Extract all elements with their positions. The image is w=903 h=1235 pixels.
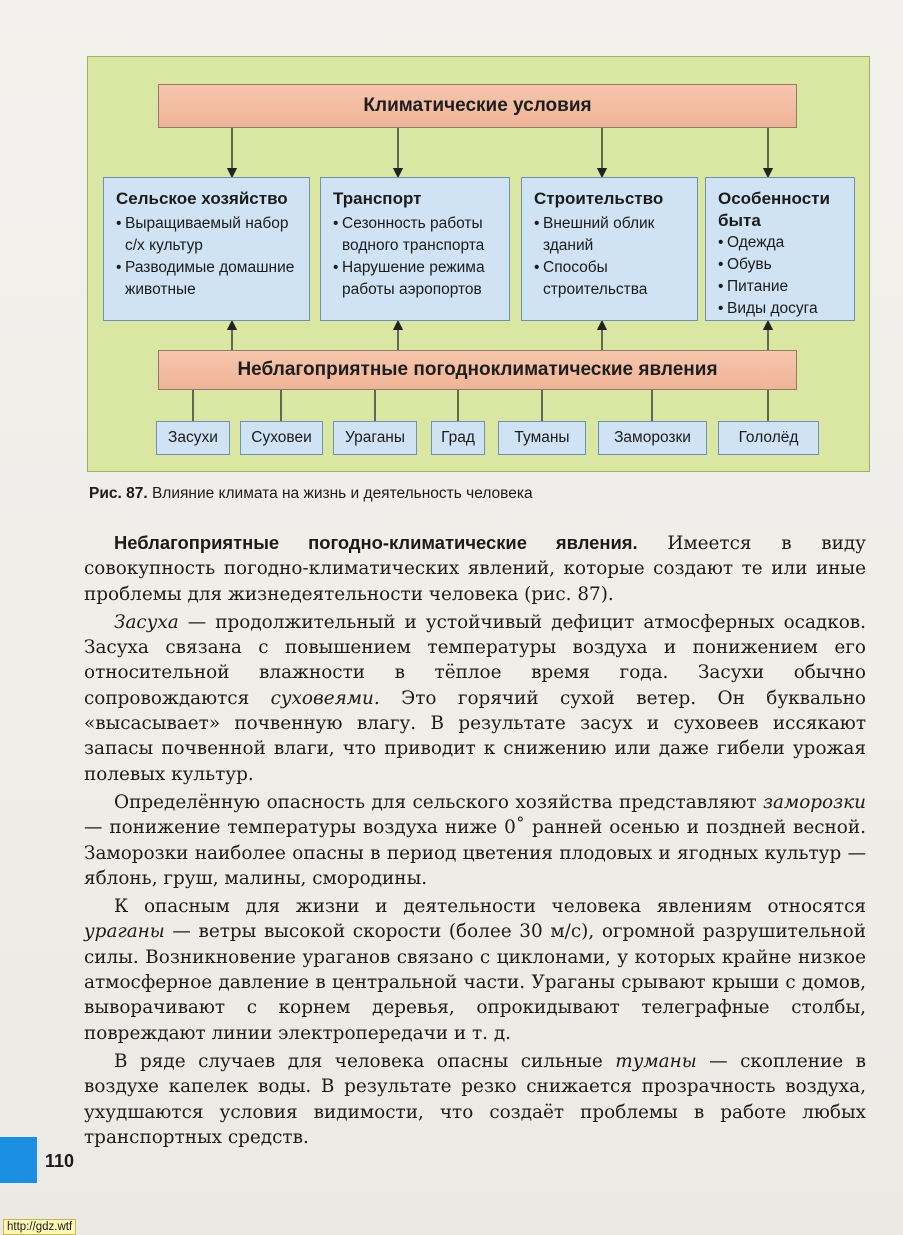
adverse-phenomena-label: Неблагоприятные погодноклиматические явления bbox=[237, 359, 718, 380]
page-tab bbox=[0, 1137, 37, 1183]
category-title: Сельское хозяйство bbox=[116, 189, 288, 208]
caption-text: Влияние климата на жизнь и деятельность человека bbox=[151, 485, 533, 502]
climate-conditions-box bbox=[158, 84, 797, 128]
climate-conditions-label: Климатические условия bbox=[363, 95, 592, 116]
phenomenon-box bbox=[498, 421, 586, 455]
paragraph-text: Это горячий сухой ветер. Он буквально «высасывает» почвенную влагу. В результате засух и суховеев иссякают запасы почвенной влаги, что приводит к снижению или даже гибели урожая полевых культур. bbox=[84, 687, 866, 785]
category-lifestyle bbox=[705, 177, 855, 321]
category-agriculture bbox=[103, 177, 310, 321]
category-item: • Способы строительства bbox=[534, 257, 687, 301]
category-item: • Внешний облик зданий bbox=[534, 213, 687, 257]
term: заморозки bbox=[762, 791, 866, 813]
phenomenon-label: Град bbox=[441, 429, 475, 446]
category-item: • Разводимые домашние животные bbox=[116, 257, 299, 301]
body-text bbox=[84, 530, 866, 1153]
phenomenon-label: Гололёд bbox=[738, 429, 799, 446]
phenomenon-label: Заморозки bbox=[614, 429, 691, 446]
category-construction bbox=[521, 177, 698, 321]
page-number: 110 bbox=[45, 1151, 75, 1171]
term: суховеями. bbox=[270, 687, 380, 709]
category-transport bbox=[320, 177, 510, 321]
paragraph-text: В ряде случаев для человека опасны сильные bbox=[114, 1050, 616, 1072]
term: Засуха bbox=[114, 611, 179, 633]
term: ураганы bbox=[84, 921, 165, 943]
paragraph-text: — ветры высокой скорости (более 30 м/с), огромной разрушительной силы. Возникновение ураганов связано с циклонами, у которых крайне низкое атмосферное давление в центральной части. Ураганы срывают крыши с домов, выворачивают с корнем деревья, опрокидывают телеграфные столбы, повреждают линии электропередачи и т. д. bbox=[84, 921, 866, 1044]
paragraph-text: Определённую опасность для сельского хозяйства представляют bbox=[114, 791, 763, 813]
term: туманы bbox=[615, 1050, 697, 1072]
phenomenon-label: Засухи bbox=[168, 429, 218, 446]
phenomenon-box bbox=[718, 421, 819, 455]
figure-caption bbox=[89, 485, 533, 503]
paragraph bbox=[84, 894, 866, 1046]
phenomenon-label: Туманы bbox=[514, 429, 570, 446]
paragraph-text: К опасным для жизни и деятельности человека явлениям относятся bbox=[114, 896, 866, 918]
section-heading: Неблагоприятные погодно-климатические явления. bbox=[114, 532, 638, 553]
phenomenon-box bbox=[240, 421, 323, 455]
phenomenon-box bbox=[333, 421, 417, 455]
category-title: Строительство bbox=[534, 189, 664, 208]
category-item: • Нарушение режима работы аэропортов bbox=[333, 257, 499, 301]
paragraph bbox=[84, 610, 866, 787]
category-item: • Одежда bbox=[718, 232, 844, 254]
paragraph bbox=[84, 530, 866, 607]
paragraph-text: — продолжительный и устойчивый дефицит атмосферных осадков. Засуха связана с повышением температуры воздуха и понижением его относительной влажности в тёплое время года. Засухи обычно сопровождаются bbox=[84, 611, 866, 709]
phenomenon-label: Суховеи bbox=[251, 429, 312, 446]
phenomenon-box bbox=[598, 421, 707, 455]
phenomenon-label: Ураганы bbox=[344, 429, 406, 446]
paragraph-text: Имеется в виду совокупность погодно-климатических явлений, которые создают те или иные проблемы для жизнедеятельности человека (рис. 87). bbox=[84, 533, 866, 605]
paragraph bbox=[84, 790, 866, 891]
paragraph bbox=[84, 1049, 866, 1150]
category-title: Транспорт bbox=[333, 189, 422, 208]
category-item: • Виды досуга bbox=[718, 298, 844, 320]
category-item: • Питание bbox=[718, 276, 844, 298]
paragraph-text: — скопление в воздухе капелек воды. В результате резко снижается прозрачность воздуха, ухудшаются условия видимости, что создаёт проблемы в работе любых транспортных средств. bbox=[84, 1050, 866, 1148]
adverse-phenomena-box bbox=[158, 350, 797, 390]
phenomenon-box bbox=[156, 421, 230, 455]
category-item: • Сезонность работы водного транспорта bbox=[333, 213, 499, 257]
category-item: • Обувь bbox=[718, 254, 844, 276]
watermark: http://gdz.wtf bbox=[3, 1219, 76, 1235]
caption-label: Рис. 87. bbox=[89, 485, 148, 502]
category-item: • Выращиваемый набор с/х культур bbox=[116, 213, 299, 257]
category-title: Особенности быта bbox=[718, 189, 830, 230]
paragraph-text: — понижение температуры воздуха ниже 0˚ ранней осенью и поздней весной. Заморозки наиболее опасны в период цветения плодовых и ягодных культур — яблонь, груш, малины, смородины. bbox=[84, 817, 866, 889]
figure-diagram bbox=[87, 56, 870, 472]
phenomenon-box bbox=[431, 421, 485, 455]
